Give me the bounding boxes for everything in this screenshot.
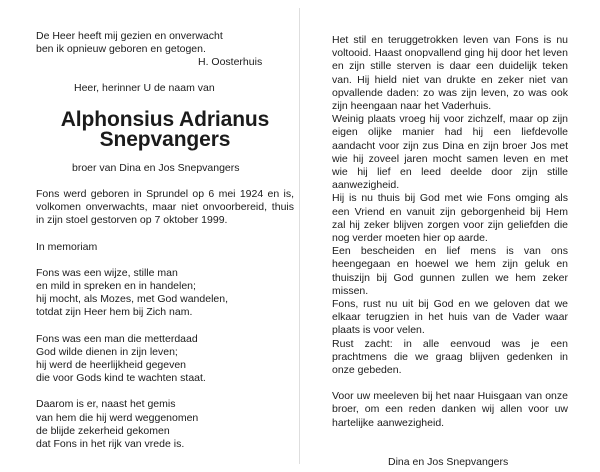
poem-line: en mild in spreken en in handelen;: [36, 280, 196, 293]
deceased-name-line: Snepvangers: [99, 127, 231, 151]
deceased-name: [36, 107, 294, 151]
reflection-text: [332, 34, 568, 430]
thanks-paragraph: Voor uw meeleven bij het naar Huisgaan van onze broer, om een reden danken wij allen voor uw hartelijke aanwezigheid.: [332, 390, 568, 429]
reflection-paragraph: Hij is nu thuis bij God met wie Fons omging als een Vriend en vanuit zijn geborgenheid bij Hem zal hij zeker blijven zorgen voor zijn geliefden die nog verder moeten hier op aarde.: [332, 192, 568, 245]
poem-stanza: [36, 398, 294, 451]
intro-quote-line: De Heer heeft mij gezien en onverwacht: [36, 30, 223, 42]
family-signature: Dina en Jos Snepvangers: [388, 455, 509, 468]
intro-quote: [36, 30, 294, 70]
right-page: [332, 0, 568, 469]
poem-line: dat Fons in het rijk van vrede is.: [36, 438, 185, 451]
poem-line: God wilde dienen in zijn leven;: [36, 345, 178, 358]
reflection-paragraph: Het stil en teruggetrokken leven van Fons is nu voltooid. Haast onopvallend ging hij door het leven en zijn stille sterven is daar een duidelijk teken van. Hij hield niet van drukte en zeker niet van opvallende daden: zo was zijn leven, zo was ook zijn heengaan naar het Vaderhuis.: [332, 34, 568, 113]
reflection-paragraph: Weinig plaats vroeg hij voor zichzelf, maar op zijn eigen olijke manier had hij een liefdevolle aandacht voor zijn zus Dina en zijn broer Jos met wie hij zoveel jaren mocht samen leven en met wie hij lief en leed deelde door zijn stille aanwezigheid.: [332, 113, 568, 192]
invocation: Heer, herinner U de naam van: [74, 81, 215, 94]
card-fold-divider: [299, 8, 300, 464]
deceased-name-line: Alphonsius Adrianus: [60, 107, 270, 131]
poem-line: hij werd de heerlijkheid gegeven: [36, 359, 187, 372]
quote-attribution: H. Oosterhuis: [198, 56, 263, 69]
memoriam-heading: In memoriam: [36, 240, 98, 253]
poem-stanza: [36, 267, 294, 320]
poem-line: de blijde zekerheid gekomen: [36, 424, 170, 437]
poem-line: Fons was een man die metterdaad: [36, 332, 198, 345]
reflection-paragraph: Een bescheiden en lief mens is van ons heengegaan en hoewel we hem zijn geluk en thuiszijn bij God gunnen zullen we hem zeker missen.: [332, 245, 568, 297]
poem-line: hij mocht, als Mozes, met God wandelen,: [36, 293, 229, 306]
relation-line: broer van Dina en Jos Snepvangers: [72, 161, 240, 174]
poem-line: Daarom is er, naast het gemis: [36, 398, 176, 411]
poem-line: Fons was een wijze, stille man: [36, 266, 178, 279]
reflection-paragraph: Rust zacht: in alle eenvoud was je een prachtmens die we graag blijven gedenken in onze gebeden.: [332, 337, 568, 377]
poem-line: die voor Gods kind te wachten staat.: [36, 372, 206, 385]
poem-stanza: [36, 333, 294, 386]
biography: Fons werd geboren in Sprundel op 6 mei 1924 en is, volkomen onverwachts, maar niet onvoorbereid, thuis in zijn stoel gestorven op 7 oktober 1999.: [36, 188, 294, 227]
poem-line: totdat zijn Heer hem bij Zich nam.: [36, 306, 193, 319]
poem-line: van hem die hij werd weggenomen: [36, 411, 199, 424]
reflection-paragraph: Fons, rust nu uit bij God en we geloven dat we elkaar terugzien in het huis van de Vader waar plaats is voor velen.: [332, 298, 568, 337]
intro-quote-line: ben ik opnieuw geboren en getogen.: [36, 43, 206, 56]
left-page: [36, 0, 294, 451]
